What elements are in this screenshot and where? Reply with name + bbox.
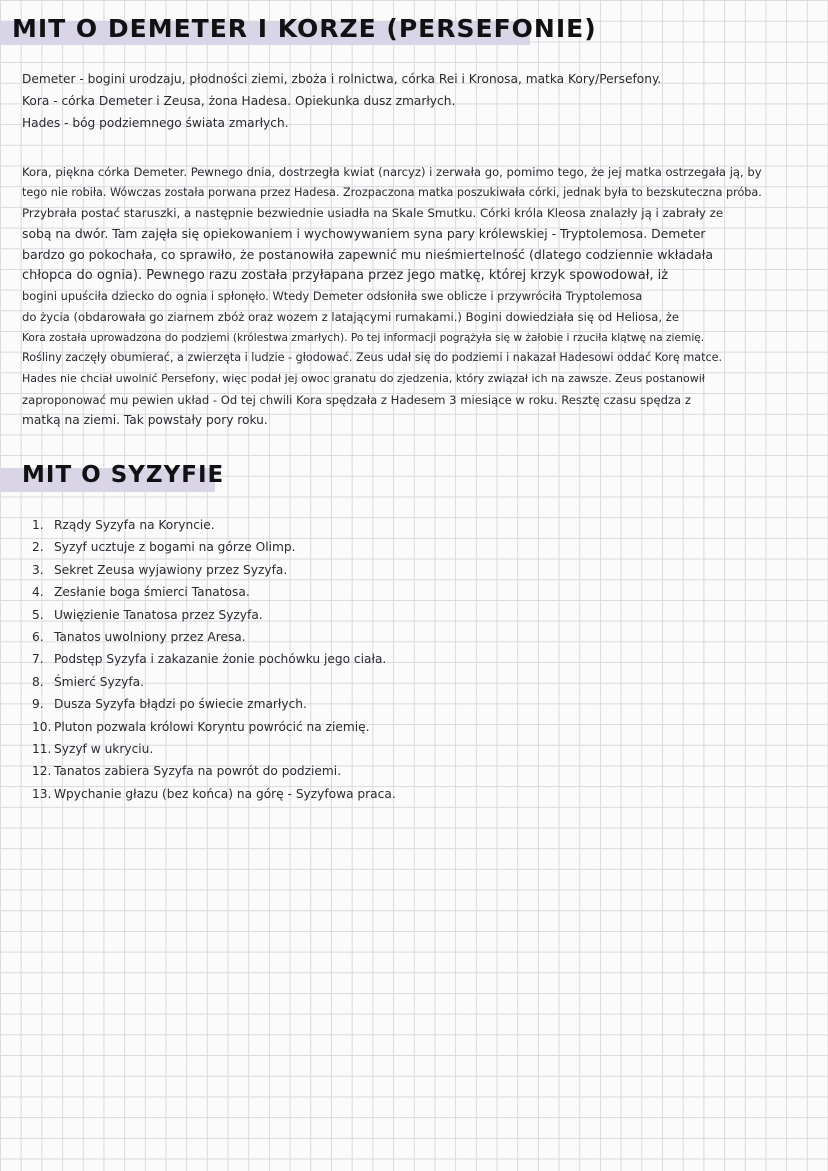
story-line: sobą na dwór. Tam zajęła się opiekowaniem i wychowywaniem syna pary królewskiej - Tryptolemosa. Demeter (22, 226, 706, 242)
definitions-block (22, 68, 661, 134)
story-line: Kora została uprowadzona do podziemi (królestwa zmarłych). Po tej informacji pogrążyła się w żałobie i rzuciła klątwę na ziemię. (22, 331, 705, 344)
list-item: 8. Śmierć Syzyfa. (32, 674, 145, 689)
story-line: Hades nie chciał uwolnić Persefony, więc podał jej owoc granatu do zjedzenia, który związał ich na zawsze. Zeus postanowił (22, 372, 705, 386)
section-title-demeter: MIT O DEMETER I KORZE (PERSEFONIE) (12, 14, 597, 43)
story-line: Rośliny zaczęły obumierać, a zwierzęta i ludzie - głodować. Zeus udał się do podziemi i nakazał Hadesowi oddać Korę matce. (22, 351, 723, 365)
list-item: 7. Podstęp Syzyfa i zakazanie żonie pochówku jego ciała. (32, 652, 387, 667)
story-line: do życia (obdarowała go ziarnem zbóż oraz wozem z latającymi rumakami.) Bogini dowiedziała się od Heliosa, że (22, 309, 679, 324)
list-item: 2. Syzyf ucztuje z bogami na górze Olimp. (32, 540, 296, 555)
list-item: 6. Tanatos uwolniony przez Aresa. (32, 630, 246, 645)
definition-hades: Hades - bóg podziemnego świata zmarłych. (22, 116, 289, 130)
list-item: 13. Wpychanie głazu (bez końca) na górę - Syzyfowa praca. (32, 786, 396, 801)
story-line: tego nie robiła. Wówczas została porwana przez Hadesa. Zrozpaczona matka poszukiwała córki, jednak była to bezskuteczna próba. (22, 185, 762, 199)
story-line: Przybrała postać staruszki, a następnie bezwiednie usiadła na Skale Smutku. Córki króla Kleosa znalazły ją i zabrały ze (22, 206, 724, 221)
list-item: 5. Uwięzienie Tanatosa przez Syzyfa. (32, 607, 263, 622)
definition-kora: Kora - córka Demeter i Zeusa, żona Hadesa. Opiekunka dusz zmarłych. (22, 94, 456, 108)
story-line: bogini upuściła dziecko do ognia i spłonęło. Wtedy Demeter odsłoniła swe oblicze i przywróciła Tryptolemosa (22, 289, 643, 304)
story-line: chłopca do ognia). Pewnego razu została przyłapana przez jego matkę, której krzyk spowodował, iż (22, 267, 669, 283)
story-line: zaproponować mu pewien układ - Od tej chwili Kora spędzała z Hadesem 3 miesiące w roku. Resztę czasu spędza z (22, 392, 691, 407)
story-line: Kora, piękna córka Demeter. Pewnego dnia, dostrzegła kwiat (narcyz) i zerwała go, pomimo tego, że jej matka ostrzegała ją, by (22, 165, 762, 179)
story-paragraph (22, 162, 812, 431)
list-item: 1. Rządy Syzyfa na Koryncie. (32, 518, 215, 532)
list-item: 9. Dusza Syzyfa błądzi po świecie zmarłych. (32, 697, 307, 712)
story-line: matką na ziemi. Tak powstały pory roku. (22, 413, 268, 428)
story-line: bardzo go pokochała, co sprawiło, że postanowiła zapewnić mu nieśmiertelność (dlatego codziennie wkładała (22, 246, 714, 262)
list-item: 3. Sekret Zeusa wyjawiony przez Syzyfa. (32, 562, 288, 577)
definition-demeter: Demeter - bogini urodzaju, płodności ziemi, zboża i rolnictwa, córka Rei i Kronosa, matka Kory/Persefony. (22, 72, 662, 86)
syzyf-event-list (32, 514, 396, 805)
list-item: 4. Zesłanie boga śmierci Tanatosa. (32, 585, 250, 600)
list-item: 11. Syzyf w ukryciu. (32, 742, 154, 757)
list-item: 12. Tanatos zabiera Syzyfa na powrót do podziemi. (32, 764, 342, 779)
list-item: 10. Pluton pozwala królowi Koryntu powrócić na ziemię. (32, 719, 370, 734)
section-title-syzyf: MIT O SYZYFIE (22, 462, 225, 488)
